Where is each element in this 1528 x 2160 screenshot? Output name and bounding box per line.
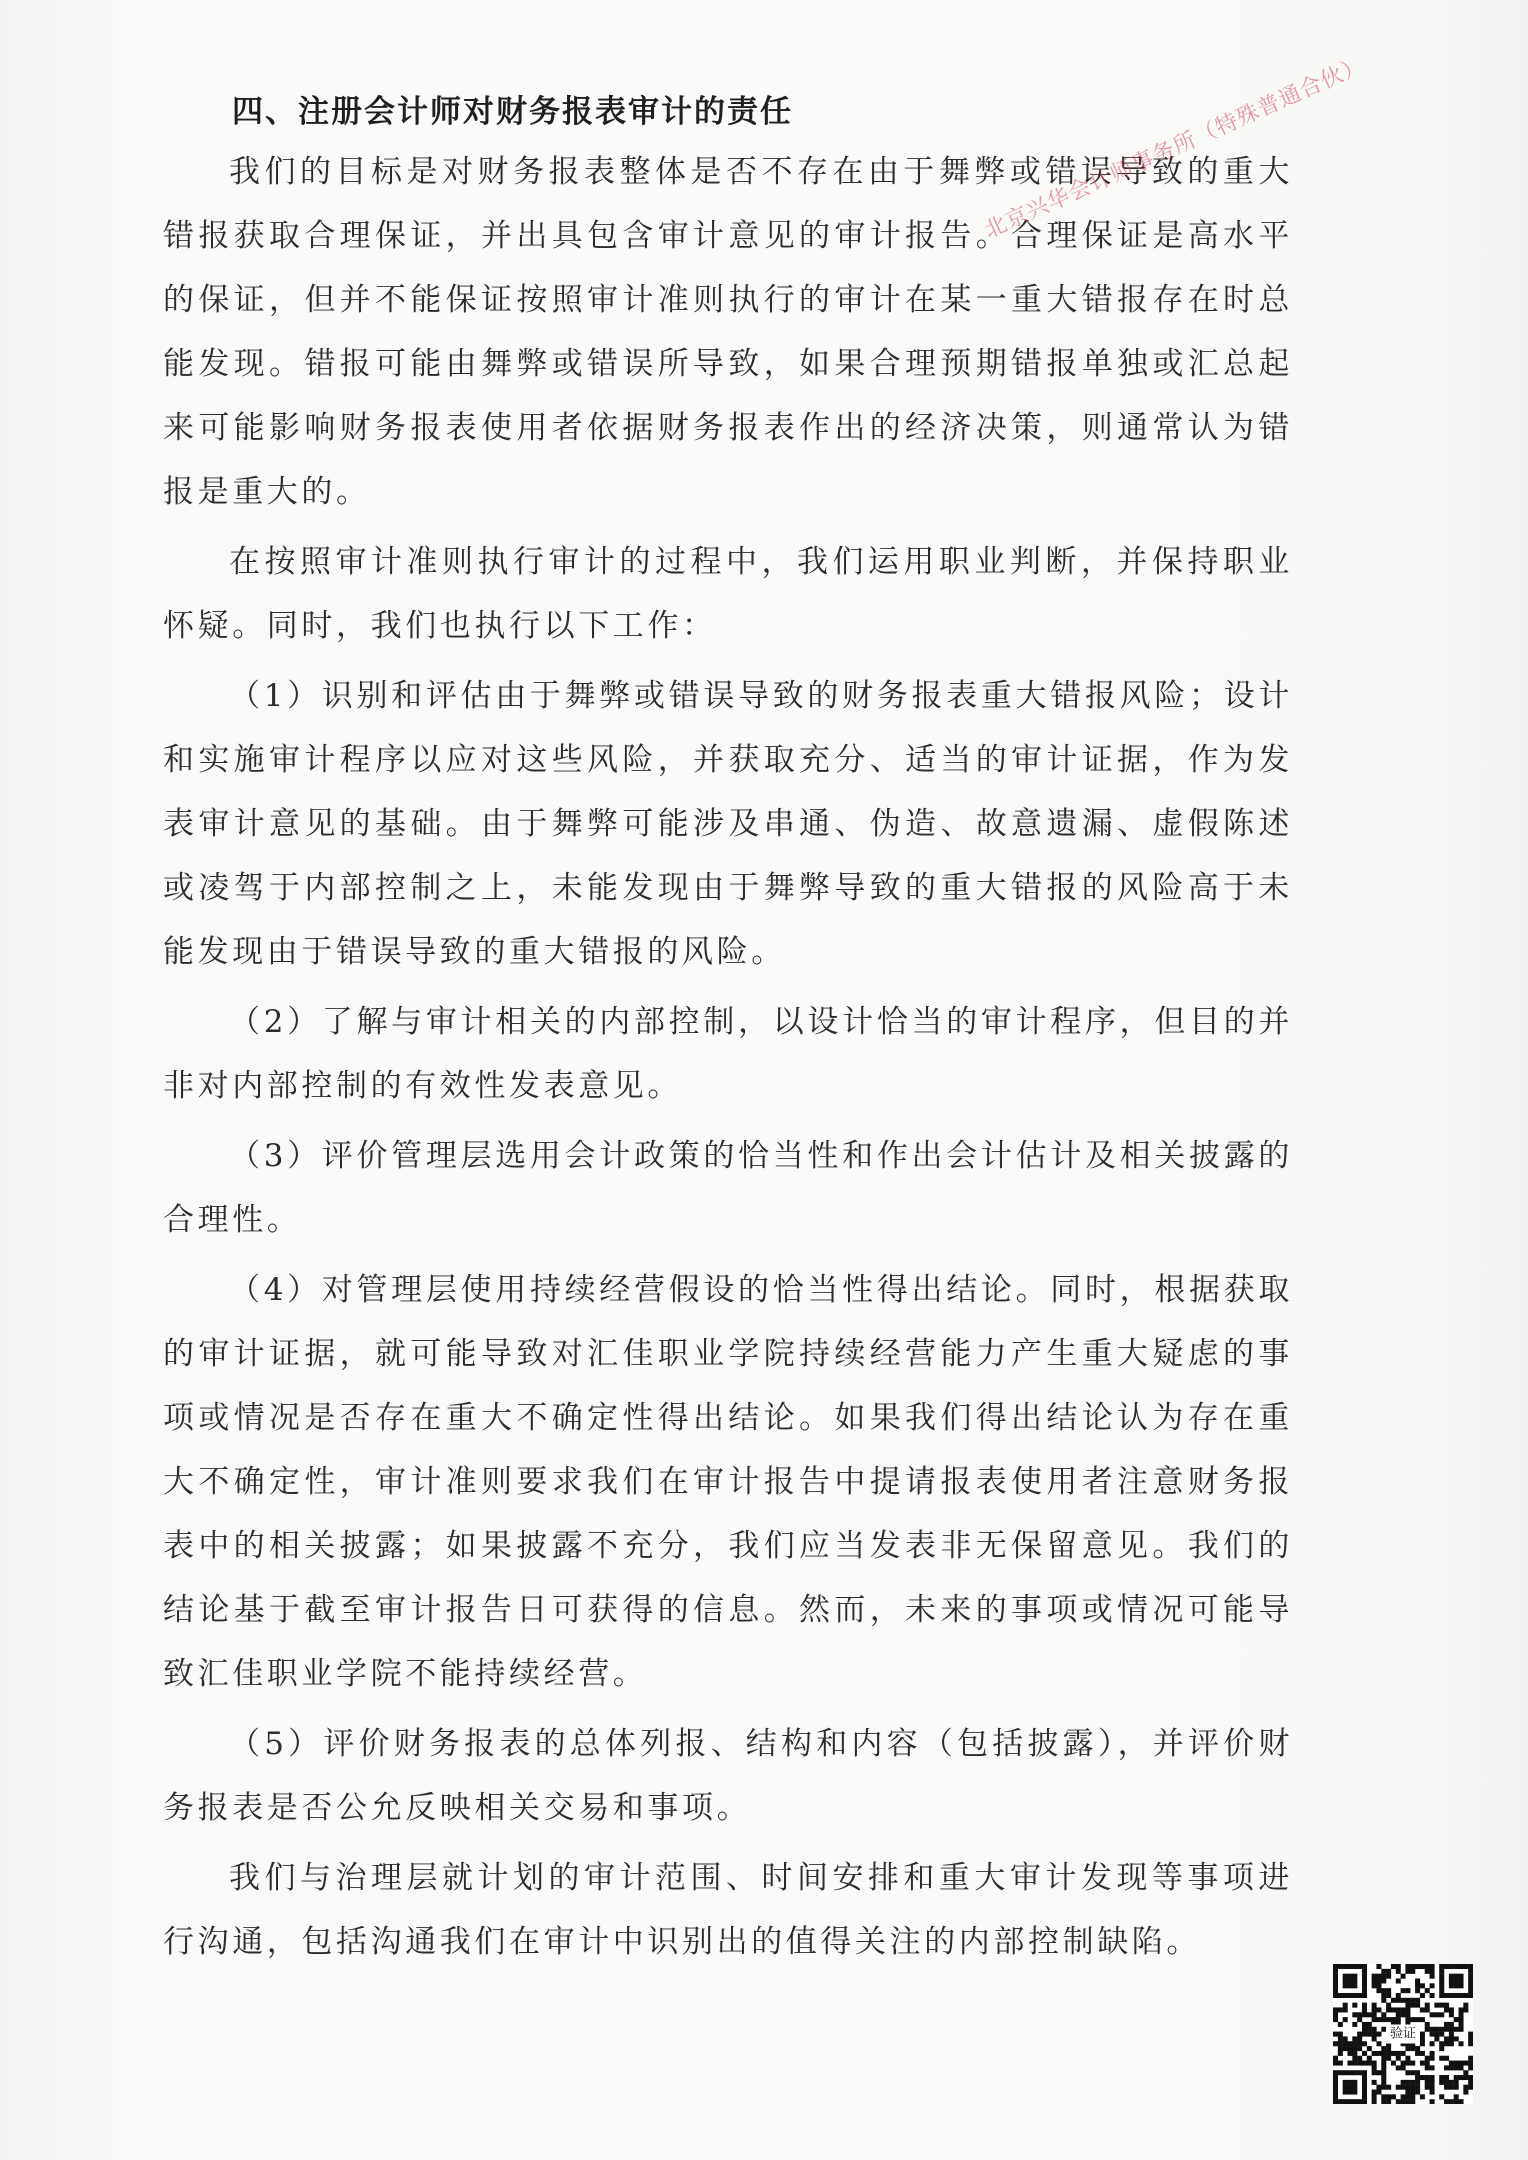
paragraph-objective: 我们的目标是对财务报表整体是否不存在由于舞弊或错误导致的重大错报获取合理保证，并出具包含审计意见的审计报告。合理保证是高水平的保证，但并不能保证按照审计准则执行的审计在某一重大错报存在时总能发现。错报可能由舞弊或错误所导致，如果合理预期错报单独或汇总起来可能影响财务报表使用者依据财务报表作出的经济决策，则通常认为错报是重大的。: [163, 154, 1293, 510]
paragraph-item-4: （4）对管理层使用持续经营假设的恰当性得出结论。同时，根据获取的审计证据，就可能导致对汇佳职业学院持续经营能力产生重大疑虑的事项或情况是否存在重大不确定性得出结论。如果我们得出结论认为存在重大不确定性，审计准则要求我们在审计报告中提请报表使用者注意财务报表中的相关披露；如果披露不充分，我们应当发表非无保留意见。我们的结论基于截至审计报告日可获得的信息。然而，未来的事项或情况可能导致汇佳职业学院不能持续经营。: [163, 1272, 1293, 1692]
section-heading: 四、注册会计师对财务报表审计的责任: [232, 94, 793, 130]
body-text: [163, 140, 1293, 1974]
paragraph-professional-judgment: 在按照审计准则执行审计的过程中，我们运用职业判断，并保持职业怀疑。同时，我们也执行以下工作：: [163, 544, 1293, 644]
seal-stamp: 北京兴华会计师事务所（特殊普通合伙）: [980, 52, 1370, 244]
verification-qr-code[interactable]: [1333, 1964, 1473, 2104]
paragraph-item-2: （2）了解与审计相关的内部控制，以设计恰当的审计程序，但目的并非对内部控制的有效性发表意见。: [163, 1004, 1293, 1104]
qr-label: 验证: [1386, 2025, 1420, 2044]
paragraph-item-1: （1）识别和评估由于舞弊或错误导致的财务报表重大错报风险；设计和实施审计程序以应对这些风险，并获取充分、适当的审计证据，作为发表审计意见的基础。由于舞弊可能涉及串通、伪造、故意遗漏、虚假陈述或凌驾于内部控制之上，未能发现由于舞弊导致的重大错报的风险高于未能发现由于错误导致的重大错报的风险。: [163, 678, 1293, 970]
paragraph-governance: 我们与治理层就计划的审计范围、时间安排和重大审计发现等事项进行沟通，包括沟通我们在审计中识别出的值得关注的内部控制缺陷。: [163, 1860, 1293, 1960]
paragraph-item-5: （5）评价财务报表的总体列报、结构和内容（包括披露），并评价财务报表是否公允反映相关交易和事项。: [163, 1726, 1293, 1826]
paragraph-item-3: （3）评价管理层选用会计政策的恰当性和作出会计估计及相关披露的合理性。: [163, 1138, 1293, 1238]
